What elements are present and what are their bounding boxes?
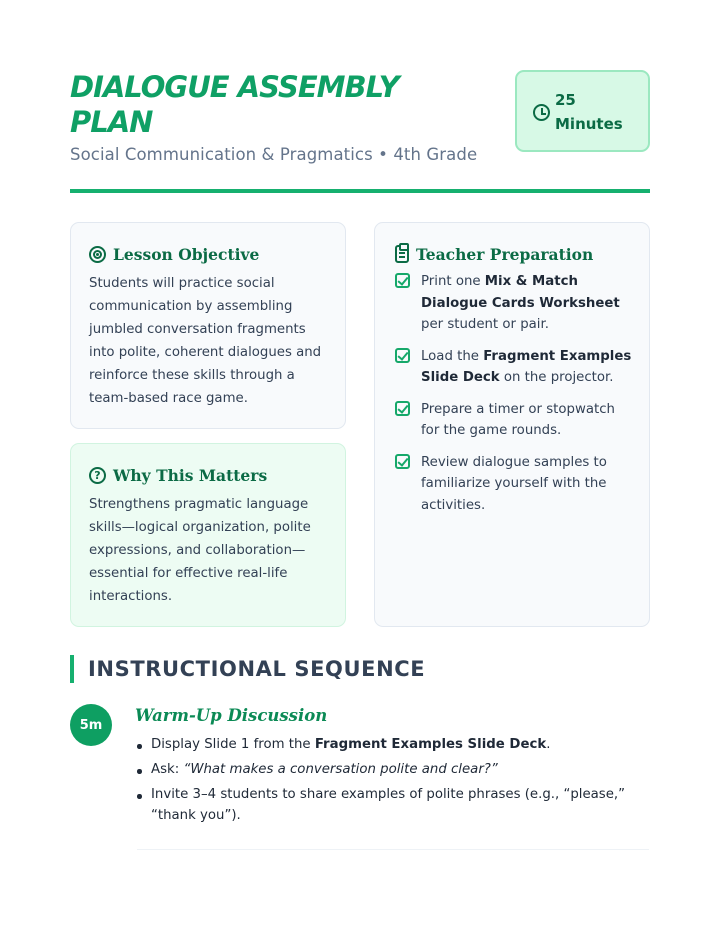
- step-bullet: Ask: “What makes a conversation polite and clear?”: [137, 760, 649, 781]
- prep-heading: Teacher Preparation: [416, 244, 594, 264]
- check-square-icon: [395, 273, 410, 288]
- step-title: Warm-Up Discussion: [135, 706, 328, 725]
- why-text: Strengthens pragmatic language skills—logical organization, polite expressions, and collaboration—essential for effective real-life interactions.: [89, 497, 311, 604]
- prep-heading-row: [395, 243, 593, 265]
- header: [70, 70, 650, 194]
- clock-icon: [533, 104, 550, 121]
- target-icon: [89, 246, 106, 263]
- objective-heading-row: [89, 243, 259, 265]
- check-square-icon: [395, 348, 410, 363]
- why-heading: Why This Matters: [113, 465, 268, 485]
- prep-item: Load the Fragment Examples Slide Deck on the projector.: [395, 346, 635, 389]
- objective-card: [70, 222, 346, 429]
- objective-heading: Lesson Objective: [113, 244, 260, 264]
- step-bullet: Display Slide 1 from the Fragment Examples Slide Deck.: [137, 735, 649, 756]
- step-bullet-list: [137, 735, 649, 831]
- section-title: INSTRUCTIONAL SEQUENCE: [88, 657, 426, 681]
- clipboard-icon: [395, 245, 409, 263]
- duration-unit: Minutes: [555, 115, 623, 133]
- prep-item: Print one Mix & Match Dialogue Cards Worksheet per student or pair.: [395, 271, 635, 336]
- check-square-icon: [395, 401, 410, 416]
- duration-badge: [515, 70, 650, 152]
- step-time-badge: 5m: [70, 704, 112, 746]
- prep-item: Review dialogue samples to familiarize yourself with the activities.: [395, 452, 635, 517]
- duration-number: 25: [555, 91, 576, 109]
- step-bullet: Invite 3–4 students to share examples of polite phrases (e.g., “please,” “thank you”).: [137, 785, 649, 826]
- prep-list: [395, 271, 635, 526]
- prep-card: [374, 222, 650, 627]
- why-card: [70, 443, 346, 627]
- question-circle-icon: ?: [89, 467, 106, 484]
- why-heading-row: [89, 464, 267, 486]
- step-divider: [137, 849, 649, 850]
- objective-text: Students will practice social communication by assembling jumbled conversation fragments into polite, coherent dialogues and reinforce these skills through a team-based race game.: [89, 276, 322, 406]
- header-divider: [70, 189, 650, 193]
- prep-item: Prepare a timer or stopwatch for the game rounds.: [395, 399, 635, 442]
- page-subtitle: Social Communication & Pragmatics • 4th Grade: [70, 145, 478, 164]
- page-title: DIALOGUE ASSEMBLY PLAN: [70, 70, 399, 139]
- check-square-icon: [395, 454, 410, 469]
- section-accent-bar: [70, 655, 74, 683]
